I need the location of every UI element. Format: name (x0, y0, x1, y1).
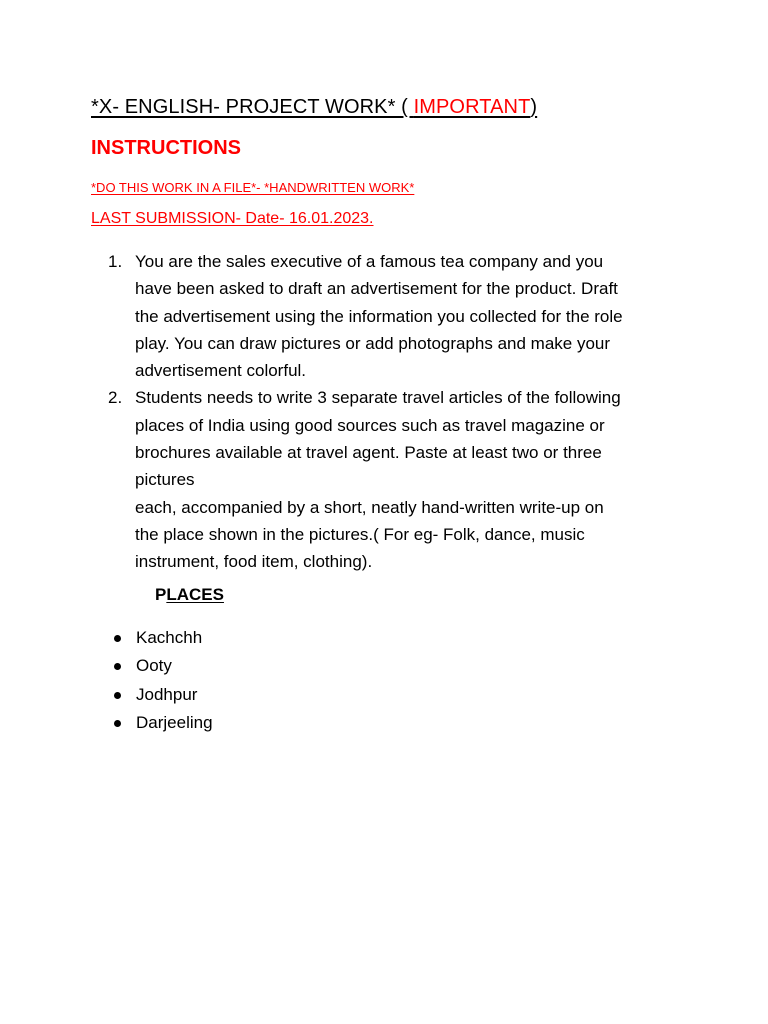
task-line: places of India using good sources such as travel magazine or (135, 415, 605, 435)
list-item (112, 652, 213, 680)
instructions-heading: INSTRUCTIONS (91, 137, 241, 159)
places-heading-rest: LACES (166, 585, 224, 604)
bullet-icon (114, 720, 121, 727)
list-item (112, 624, 213, 652)
handwritten-note: *DO THIS WORK IN A FILE*- *HANDWRITTEN WORK* (91, 180, 415, 195)
title-close: ) (530, 96, 538, 118)
bullet-icon (114, 692, 121, 699)
place-name: Ooty (136, 656, 172, 676)
page-title (91, 96, 537, 119)
task-line: pictures (135, 470, 195, 490)
task-list (108, 248, 688, 576)
task-item-2 (108, 384, 688, 575)
place-name: Jodhpur (136, 684, 198, 704)
list-item (112, 681, 213, 709)
places-heading (155, 585, 224, 605)
task-number: 1. (108, 252, 123, 271)
task-line: have been asked to draft an advertisement for the product. Draft (135, 279, 618, 299)
places-heading-initial: P (155, 585, 167, 604)
submission-deadline: LAST SUBMISSION- Date- 16.01.2023. (91, 210, 374, 227)
title-main: *X- ENGLISH- PROJECT WORK* ( (91, 96, 414, 118)
task-line: the place shown in the pictures.( For eg- Folk, dance, music (135, 524, 585, 544)
task-line: the advertisement using the information you collected for the role (135, 306, 623, 326)
task-line: each, accompanied by a short, neatly hand-written write-up on (135, 497, 604, 517)
task-line: Students needs to write 3 separate travel articles of the following (135, 388, 621, 408)
list-item (112, 709, 213, 737)
bullet-icon (114, 635, 121, 642)
place-name: Darjeeling (136, 712, 213, 732)
task-line: instrument, food item, clothing). (135, 552, 373, 572)
task-line: play. You can draw pictures or add photographs and make your (135, 333, 611, 353)
task-line: brochures available at travel agent. Paste at least two or three (135, 443, 602, 463)
task-number: 2. (108, 388, 123, 408)
place-name: Kachchh (136, 628, 203, 647)
task-line: advertisement colorful. (135, 361, 307, 381)
title-important: IMPORTANT (413, 96, 531, 118)
bullet-icon (114, 663, 121, 670)
task-item-1 (108, 248, 688, 384)
places-list (112, 624, 213, 737)
task-line: You are the sales executive of a famous tea company and you (135, 252, 604, 271)
